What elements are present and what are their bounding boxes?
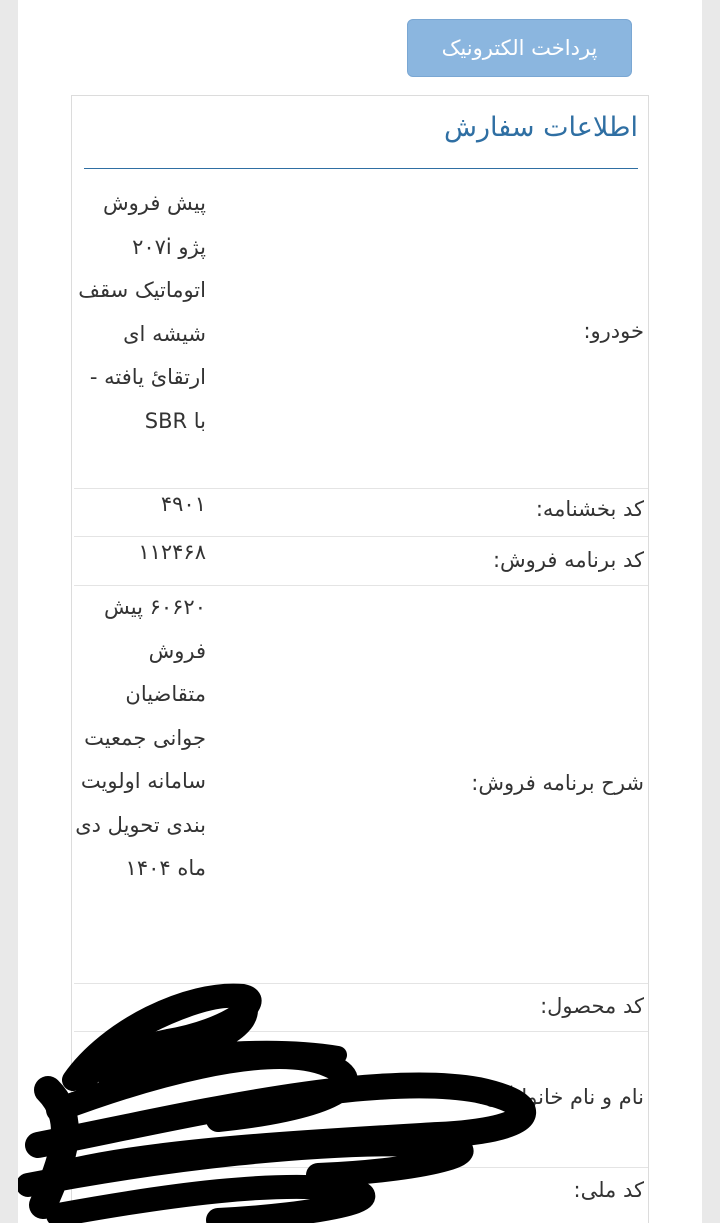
order-info-title: اطلاعات سفارش <box>444 112 638 143</box>
title-divider <box>84 168 638 169</box>
info-row-sales-program-description-label: شرح برنامه فروش: <box>471 771 644 795</box>
electronic-payment-button[interactable]: پرداخت الکترونیک <box>407 19 632 77</box>
info-row-car-value: پیش فروش پژو ۲۰۷i اتوماتیک سقف شیشه ای ارتقائ یافته - با SBR <box>78 191 206 433</box>
info-row-sales-program-code-value: ۱۱۲۴۶۸ <box>138 540 206 564</box>
info-row-sales-program-code-label: کد برنامه فروش: <box>492 548 644 572</box>
info-row-sales-program-description-value: ۶۰۶۲۰ پیش فروش متقاضیان جوانی جمعیت سامانه اولویت بندی تحویل دی ماه ۱۴۰۴ <box>75 595 206 880</box>
info-row-circular-code-value: ۴۹۰۱ <box>160 492 206 516</box>
info-row-full-name-label: نام و نام خانوادگی: <box>477 1085 644 1109</box>
info-row-product-code-label: کد محصول: <box>540 994 644 1018</box>
info-row-circular-code <box>74 488 648 536</box>
info-row-car <box>74 182 648 488</box>
order-page-card <box>18 0 702 1223</box>
info-row-sales-program-description <box>74 585 648 983</box>
info-row-car-label: خودرو: <box>583 319 644 343</box>
info-row-national-code-label: کد ملی: <box>573 1178 644 1202</box>
info-row-sales-program-code <box>74 536 648 585</box>
info-row-circular-code-label: کد بخشنامه: <box>535 497 644 521</box>
redaction-scribble <box>18 970 578 1223</box>
